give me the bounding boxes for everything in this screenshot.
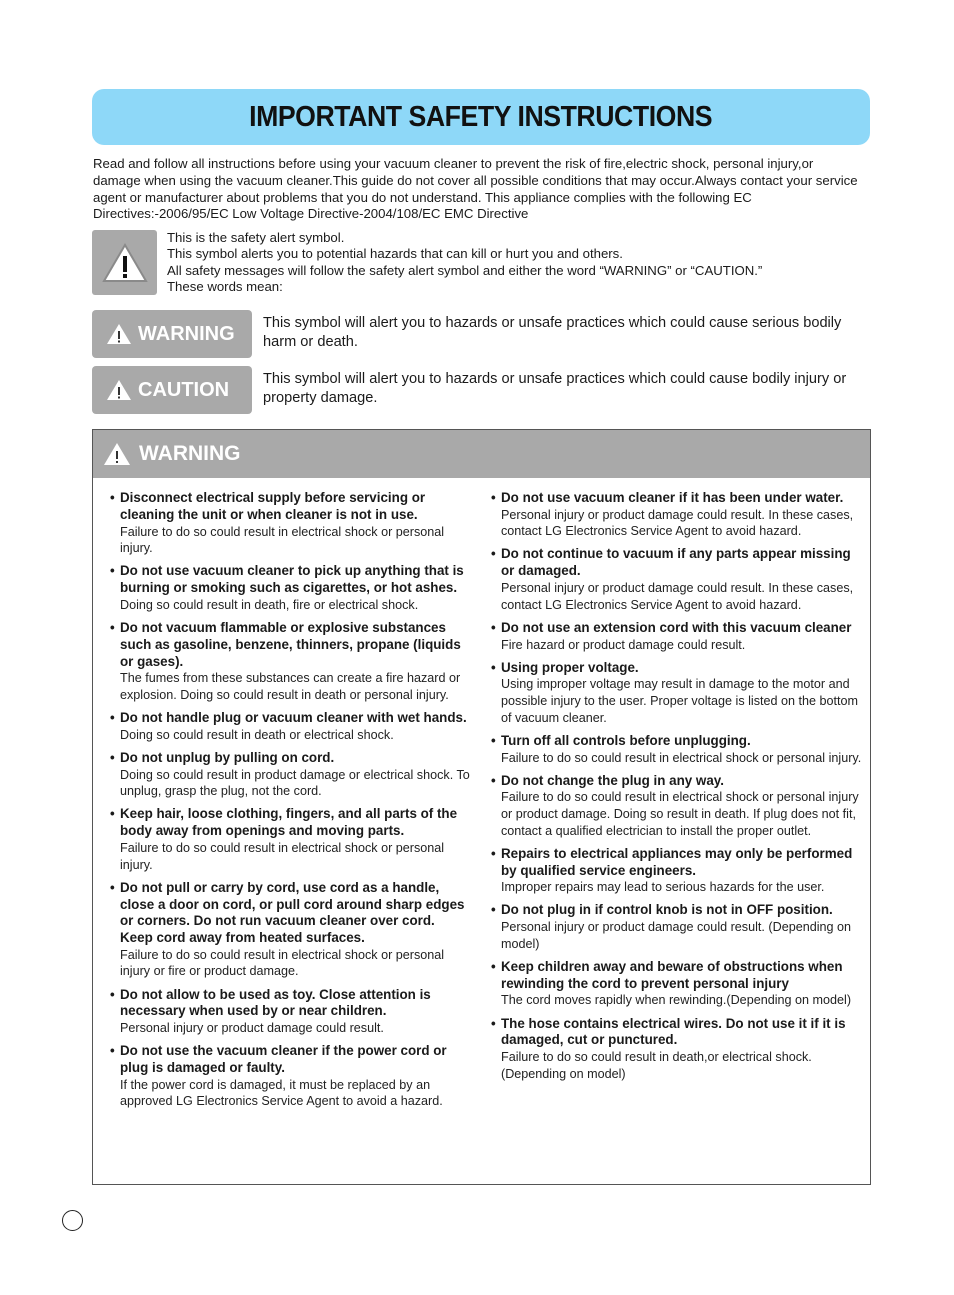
item-heading: • Do not vacuum flammable or explosive substances such as gasoline, benzene, thinners, propane (liquids or gases).: [110, 620, 470, 670]
warning-list-right: [491, 490, 866, 1089]
alert-line: This symbol alerts you to potential hazards that can kill or hurt you and others.: [167, 246, 623, 262]
title-banner: [92, 89, 870, 145]
list-item: [110, 620, 470, 704]
list-item: [110, 806, 470, 873]
list-item: [110, 710, 470, 743]
list-item: [491, 846, 866, 896]
safety-alert-icon: [92, 230, 157, 295]
warning-triangle-icon: [103, 442, 131, 466]
item-description: Personal injury or product damage could result.: [120, 1021, 384, 1036]
item-description: If the power cord is damaged, it must be replaced by an approved LG Electronics Service Agent to avoid a hazard.: [120, 1077, 443, 1109]
item-heading: • Using proper voltage.: [491, 660, 866, 677]
list-item: [110, 880, 470, 980]
item-heading: • Do not use vacuum cleaner to pick up anything that is burning or smoking such as cigarettes, or hot ashes.: [110, 563, 470, 597]
item-heading: • The hose contains electrical wires. Do not use it if it is damaged, cut or punctured.: [491, 1016, 866, 1050]
warning-triangle-icon: [106, 323, 132, 345]
alert-symbol-text: [167, 230, 867, 296]
item-description: Using improper voltage may result in damage to the motor and possible injury to the user. Proper voltage is listed on the bottom of vacuum cleaner.: [501, 677, 859, 725]
item-heading: • Keep children away and beware of obstructions when rewinding the cord to prevent personal injury: [491, 959, 866, 993]
list-item: [110, 1043, 470, 1110]
item-description: Personal injury or product damage could result. In these cases, contact LG Electronics Service Agent to avoid hazard.: [501, 581, 854, 612]
warning-description: This symbol will alert you to hazards or unsafe practices which could cause serious bodily harm or death.: [263, 315, 842, 350]
item-description: Personal injury or product damage could result. (Depending on model): [501, 920, 852, 951]
item-heading: • Turn off all controls before unplugging.: [491, 733, 866, 750]
item-heading: • Do not change the plug in any way.: [491, 773, 866, 790]
list-item: [491, 959, 866, 1009]
list-item: [110, 563, 470, 613]
item-description: Doing so could result in death, fire or electrical shock.: [120, 597, 419, 612]
item-description: Failure to do so could result in electrical shock or personal injury.: [120, 841, 445, 872]
warning-panel-header: [93, 430, 870, 478]
item-heading: • Do not use an extension cord with this vacuum cleaner: [491, 620, 866, 637]
page-number-circle: [62, 1210, 83, 1231]
list-item: [491, 546, 866, 613]
list-item: [491, 620, 866, 653]
item-heading: • Do not plug in if control knob is not in OFF position.: [491, 902, 866, 919]
item-description: Failure to do so could result in electrical shock or personal injury or fire or product damage.: [120, 947, 445, 979]
item-heading: • Do not continue to vacuum if any parts appear missing or damaged.: [491, 546, 866, 580]
caution-badge-label: CAUTION: [138, 378, 230, 401]
item-description: Failure to do so could result in death,or electrical shock. (Depending on model): [501, 1050, 812, 1081]
list-item: [491, 773, 866, 840]
item-description: Failure to do so could result in electrical shock or personal injury or product damage. Doing so result in death. If plug does not fit, contact a qualified electrician to install the proper outlet.: [501, 790, 859, 838]
item-heading: • Do not use the vacuum cleaner if the power cord or plug is damaged or faulty.: [110, 1043, 470, 1077]
item-heading: • Keep hair, loose clothing, fingers, and all parts of the body away from openings and moving parts.: [110, 806, 470, 840]
item-description: Failure to do so could result in electrical shock or personal injury.: [501, 750, 862, 765]
item-heading: • Do not use vacuum cleaner if it has been under water.: [491, 490, 866, 507]
warning-badge-label: WARNING: [138, 322, 235, 345]
warning-panel-title: WARNING: [139, 442, 241, 465]
item-heading: • Do not allow to be used as toy. Close attention is necessary when used by or near children.: [110, 987, 470, 1021]
warning-badge: [92, 310, 252, 358]
list-item: [491, 1016, 866, 1083]
page-title: IMPORTANT SAFETY INSTRUCTIONS: [249, 100, 713, 133]
list-item: [491, 660, 866, 727]
item-heading: • Do not unplug by pulling on cord.: [110, 750, 470, 767]
item-description: Improper repairs may lead to serious hazards for the user.: [501, 880, 825, 895]
intro-paragraph: Read and follow all instructions before using your vacuum cleaner to prevent the risk of fire,electric shock, personal injury,or damage when using the vacuum cleaner.This guide do not cover all possible conditions that may occur.Always contact your service agent or manufacturer about problems that you do not understand. This appliance complies with the following EC Directives:-2006/95/EC Low Voltage Directive-2004/108/EC EMC Directive: [93, 156, 858, 222]
warning-list-left: [110, 490, 470, 1117]
alert-line: This is the safety alert symbol.: [167, 230, 345, 245]
list-item: [110, 987, 470, 1037]
caution-triangle-icon: [106, 379, 132, 401]
list-item: [110, 490, 470, 557]
list-item: [491, 733, 866, 766]
list-item: [491, 902, 866, 952]
item-heading: • Do not pull or carry by cord, use cord as a handle, close a door on cord, or pull cord around sharp edges or corners. Do not run vacuum cleaner over cord. Keep cord away from heated surfaces.: [110, 880, 470, 947]
item-description: Doing so could result in product damage or electrical shock. To unplug, grasp the plug, not the cord.: [120, 767, 470, 799]
list-item: [491, 490, 866, 540]
item-description: The cord moves rapidly when rewinding.(Depending on model): [501, 993, 852, 1008]
caution-description: This symbol will alert you to hazards or unsafe practices which could cause bodily injury or property damage.: [263, 371, 847, 406]
caution-badge: [92, 366, 252, 414]
item-description: Fire hazard or product damage could result.: [501, 637, 746, 652]
item-description: The fumes from these substances can create a fire hazard or explosion. Doing so could result in death or personal injury.: [120, 671, 461, 702]
item-heading: • Do not handle plug or vacuum cleaner with wet hands.: [110, 710, 470, 727]
item-heading: • Repairs to electrical appliances may only be performed by qualified service engineers.: [491, 846, 866, 880]
item-description: Personal injury or product damage could result. In these cases, contact LG Electronics Service Agent to avoid hazard.: [501, 507, 854, 539]
item-description: Doing so could result in death or electrical shock.: [120, 727, 394, 742]
alert-line: These words mean:: [167, 279, 283, 295]
item-description: Failure to do so could result in electrical shock or personal injury.: [120, 524, 445, 556]
item-heading: • Disconnect electrical supply before servicing or cleaning the unit or when cleaner is not in use.: [110, 490, 470, 524]
warning-panel: [92, 429, 871, 1185]
alert-line: All safety messages will follow the safety alert symbol and either the word “WARNING” or “CAUTION.”: [167, 262, 763, 278]
list-item: [110, 750, 470, 800]
